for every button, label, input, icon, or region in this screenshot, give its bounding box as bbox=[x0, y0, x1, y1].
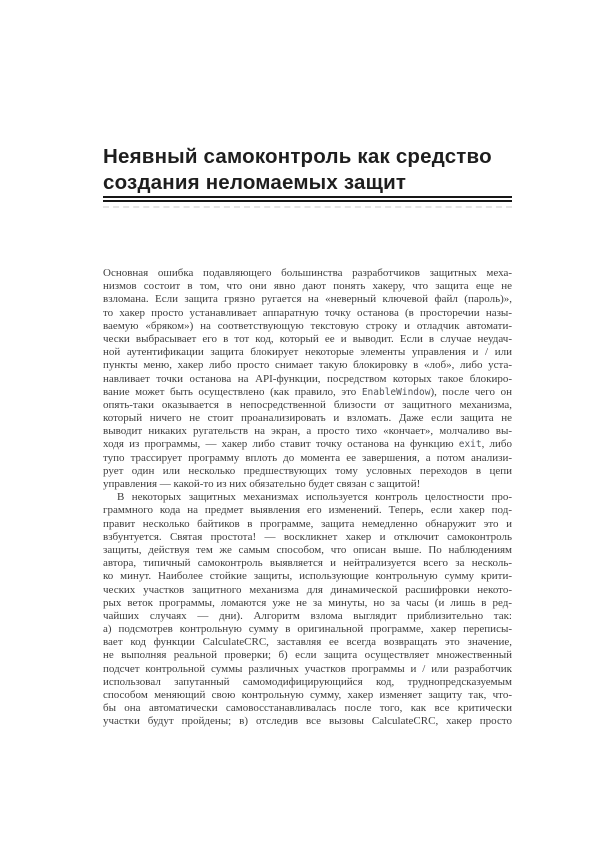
text-segment: автора, типичный самоконтроль выявляется и нейтрализуется всего за несколь- bbox=[103, 557, 512, 570]
text-line bbox=[103, 425, 512, 438]
text-segment: использовал запутанный самомодифицирующийся код, труднопредсказуемым bbox=[103, 675, 512, 688]
text-segment: защиты, действуя тем же самым способом, что описан выше. По наблюдениям bbox=[103, 543, 512, 556]
text-segment: взбунтуется. Святая простота! — воскликнет хакер и отключит самоконтроль bbox=[103, 530, 512, 543]
text-segment: подсчет контрольной суммы различных участков программы и / или разработчик bbox=[103, 662, 512, 675]
text-line bbox=[103, 557, 512, 570]
text-line bbox=[103, 478, 512, 491]
text-segment: ходя из программы, — хакер либо ставит точку останова на функцию bbox=[103, 438, 459, 451]
text-segment: чески выбрасывает его в тот код, который ее и выводит. Если в случае неудач- bbox=[103, 332, 512, 345]
scan-artifact-line bbox=[103, 206, 512, 208]
text-segment: ), после чего он bbox=[430, 385, 512, 398]
text-segment: низмов состоит в том, что они явно дают понять хакеру, что защита еще не bbox=[103, 280, 512, 293]
text-segment: ной аутентификации защита блокирует некоторые элементы управления и / или bbox=[103, 346, 512, 359]
inline-code: EnableWindow bbox=[361, 386, 431, 398]
text-line bbox=[103, 531, 512, 544]
inline-code: exit bbox=[458, 439, 482, 451]
text-segment: чайших случаях — дни). Алгоритм взлома выглядит приблизительно так: bbox=[103, 609, 512, 622]
text-line bbox=[103, 412, 512, 425]
text-line bbox=[103, 649, 512, 662]
text-line bbox=[103, 452, 512, 465]
text-line bbox=[103, 386, 512, 399]
text-line bbox=[103, 267, 512, 280]
text-segment: бы она автоматически самовосстанавливалась после того, как все критически bbox=[103, 702, 512, 715]
text-line bbox=[103, 333, 512, 346]
text-segment: который ничего не стоит проанализировать и взломать. Даже если защита не bbox=[103, 412, 512, 425]
text-line bbox=[103, 504, 512, 517]
text-line bbox=[103, 715, 512, 728]
title-double-rule bbox=[103, 196, 512, 202]
text-segment: участки будут пройдены; в) отследив все вызовы CalculateCRC, хакер просто bbox=[103, 715, 512, 728]
text-line bbox=[103, 373, 512, 386]
text-segment: Основная ошибка подавляющего большинства разработчиков защитных меха- bbox=[103, 267, 512, 279]
text-segment: В некоторых защитных механизмах используется контроль целостности про- bbox=[117, 491, 512, 504]
text-line bbox=[103, 293, 512, 306]
text-line bbox=[103, 399, 512, 412]
text-line bbox=[103, 307, 512, 320]
paragraph bbox=[103, 267, 512, 491]
chapter-title-line1: Неявный самоконтроль как средство bbox=[103, 145, 492, 168]
text-segment: то хакер просто устанавливает аппаратную точку останова (в просторечии назы- bbox=[103, 306, 512, 319]
text-line bbox=[103, 280, 512, 293]
paragraph bbox=[103, 491, 512, 728]
text-line bbox=[103, 663, 512, 676]
text-line bbox=[103, 438, 512, 451]
body-text bbox=[103, 267, 512, 729]
text-segment: вание может быть осуществлено (как правило, это bbox=[103, 385, 362, 398]
text-line bbox=[103, 544, 512, 557]
text-segment: тупо трассирует программу вплоть до момента ее завершения, а потом анализи- bbox=[103, 451, 512, 464]
text-line bbox=[103, 610, 512, 623]
text-line bbox=[103, 518, 512, 531]
text-segment: , либо bbox=[481, 438, 512, 451]
text-line bbox=[103, 597, 512, 610]
text-segment: способом меняющий свою контрольную сумму, хакер изменяет защиту так, что- bbox=[103, 689, 512, 701]
text-line bbox=[103, 584, 512, 597]
text-line bbox=[103, 570, 512, 583]
text-segment: ко минут. Наиболее стойкие защиты, использующие контрольную сумму крити- bbox=[103, 570, 512, 583]
text-line bbox=[103, 702, 512, 715]
text-segment: навливает точки останова на API-функции, посредством которых такое блокиро- bbox=[103, 372, 512, 385]
text-line bbox=[103, 346, 512, 359]
chapter-title bbox=[103, 144, 515, 196]
text-line bbox=[103, 491, 512, 504]
text-segment: ческих участков защитного механизма для динамической расшифровки некото- bbox=[103, 583, 512, 596]
text-line bbox=[103, 636, 512, 649]
text-segment: вает код функции CalculateCRC, заставляя ее всегда возвращать это значение, bbox=[103, 636, 512, 649]
text-segment: рых веток программы, ломаются уже не за минуты, но за часы (и лишь в ред- bbox=[103, 596, 512, 609]
text-line bbox=[103, 320, 512, 333]
text-segment: опять-таки оказывается в непосредственной близости от защитного механизма, bbox=[103, 398, 512, 411]
text-line bbox=[103, 676, 512, 689]
text-segment: выводит никаких ругательств на экран, а просто тихо «кончает», молчаливо вы- bbox=[103, 425, 512, 438]
text-segment: не выполняя реальной проверки; б) если защита осуществляет множественный bbox=[103, 649, 512, 662]
text-segment: взломана. Если защита грязно ругается на «неверный ключевой файл (пароль)», bbox=[103, 293, 512, 306]
text-line bbox=[103, 623, 512, 636]
text-segment: ваемую «бряком») на соответствующую текстовую строку и отладчик автомати- bbox=[103, 319, 512, 332]
text-segment: управления — какой-то из них обязательно будет связан с защитой! bbox=[103, 478, 421, 490]
text-segment: граммного кода на предмет выявления его изменений. Теперь, если хакер под- bbox=[103, 504, 512, 517]
text-segment: а) подсмотрев контрольную сумму в оригинальной программе, хакер переписы- bbox=[103, 623, 512, 636]
text-line bbox=[103, 359, 512, 372]
text-line bbox=[103, 689, 512, 702]
chapter-title-line2: создания неломаемых защит bbox=[103, 171, 407, 194]
text-segment: правит несколько байтиков в программе, защита немедленно обнаружит это и bbox=[103, 517, 512, 530]
text-segment: рует один или несколько предшествующих тому условных переходов в цепи bbox=[103, 464, 512, 477]
text-segment: пункты меню, хакер либо просто снимает такую блокировку в «лоб», либо уста- bbox=[103, 359, 512, 372]
text-line bbox=[103, 465, 512, 478]
